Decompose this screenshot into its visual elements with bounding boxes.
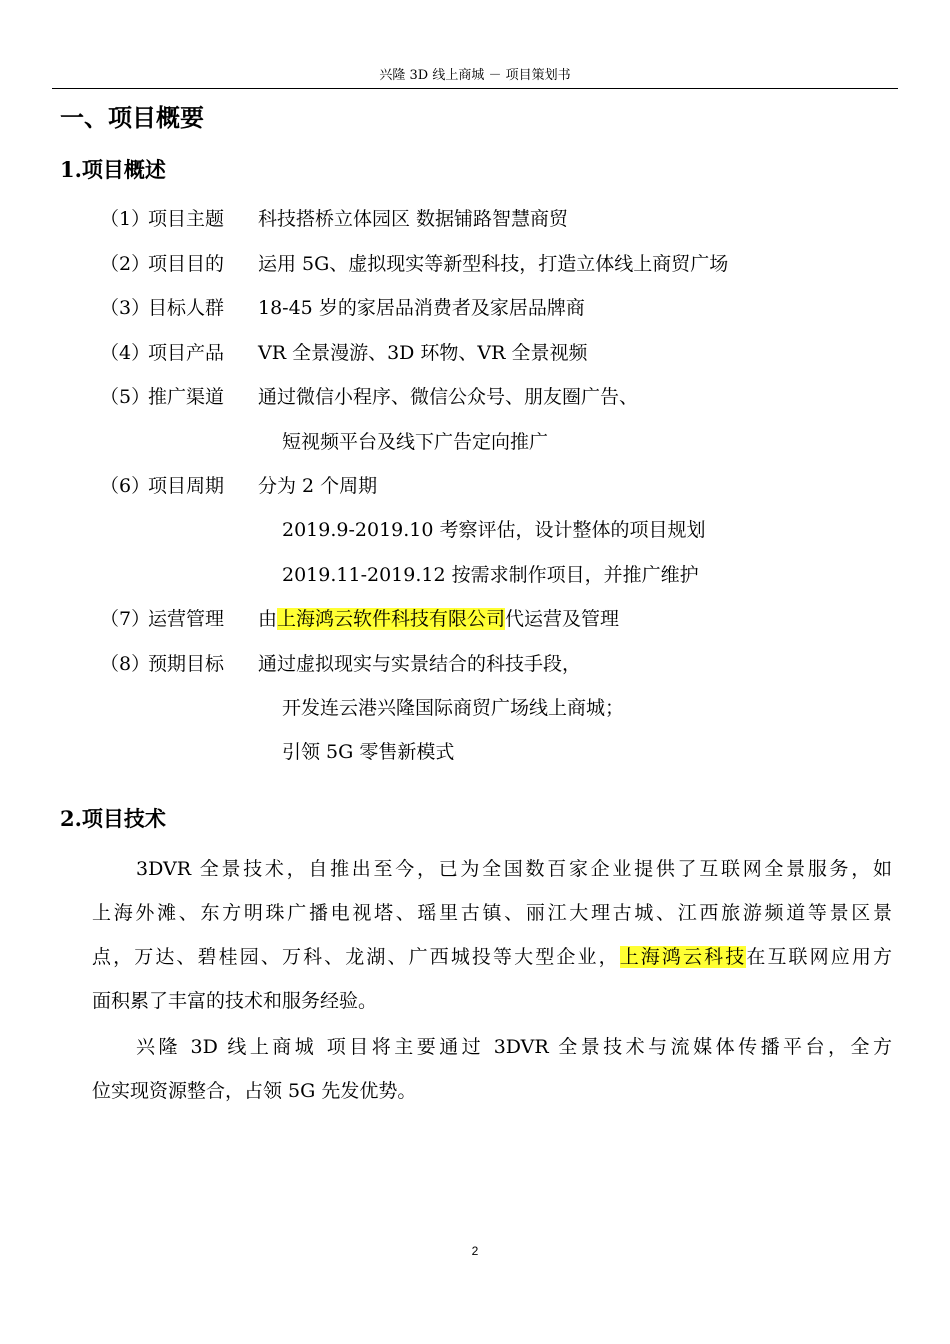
item-value-prefix: 由 <box>258 608 278 630</box>
item-number: （7） <box>100 608 151 630</box>
item-value: 18-45 岁的家居品消费者及家居品牌商 <box>258 297 585 319</box>
highlighted-company-name: 上海鸿云科技 <box>619 946 747 968</box>
paragraph-text: 点，万达、碧桂园、万科、龙湖、广西城投等大型企业， <box>92 946 620 968</box>
item-label: 项目周期 <box>148 475 225 497</box>
item-label: 项目目的 <box>148 253 225 275</box>
section-title: 一、项目概要 <box>60 103 204 132</box>
item-continuation: 2019.9-2019.10 考察评估，设计整体的项目规划 <box>282 519 706 541</box>
item-number: （2） <box>100 253 151 275</box>
item-number: （4） <box>100 342 151 364</box>
paragraph-line: 上海外滩、东方明珠广播电视塔、瑶里古镇、丽江大理古城、江西旅游频道等景区景 <box>92 902 892 924</box>
item-value: 运用 5G、虚拟现实等新型科技，打造立体线上商贸广场 <box>258 253 729 275</box>
item-label: 运营管理 <box>148 608 225 630</box>
item-number: （8） <box>100 653 151 675</box>
subsection-title-overview: 1.项目概述 <box>60 157 166 182</box>
paragraph-text: 在互联网应用方 <box>746 946 892 968</box>
page-number: 2 <box>471 1244 479 1258</box>
item-number: （5） <box>100 386 151 408</box>
item-value: 通过虚拟现实与实景结合的科技手段， <box>258 653 582 675</box>
item-number: （6） <box>100 475 151 497</box>
item-label: 推广渠道 <box>148 386 225 408</box>
paragraph-line: 兴隆 3D 线上商城 项目将主要通过 3DVR 全景技术与流媒体传播平台，全方 <box>136 1036 892 1058</box>
header-rule <box>52 88 898 89</box>
item-continuation: 2019.11-2019.12 按需求制作项目，并推广维护 <box>282 564 699 586</box>
paragraph-line <box>92 935 892 979</box>
item-value: VR 全景漫游、3D 环物、VR 全景视频 <box>258 342 588 364</box>
summary-paragraph <box>92 1025 892 1113</box>
item-continuation: 开发连云港兴隆国际商贸广场线上商城； <box>282 697 625 719</box>
list-item <box>100 649 581 679</box>
item-continuation: 短视频平台及线下广告定向推广 <box>282 431 549 453</box>
list-item <box>100 249 728 279</box>
item-value-suffix: 代运营及管理 <box>505 608 620 630</box>
item-number: （1） <box>100 208 151 230</box>
list-item <box>100 382 638 412</box>
list-item <box>100 604 619 634</box>
item-label: 项目产品 <box>148 342 225 364</box>
paragraph-line: 3DVR 全景技术，自推出至今，已为全国数百家企业提供了互联网全景服务，如 <box>136 858 892 880</box>
item-value: 通过微信小程序、微信公众号、朋友圈广告、 <box>258 386 639 408</box>
item-label: 项目主题 <box>148 208 225 230</box>
item-label: 目标人群 <box>148 297 225 319</box>
item-continuation: 引领 5G 零售新模式 <box>282 741 455 763</box>
paragraph-line: 位实现资源整合，占领 5G 先发优势。 <box>92 1080 417 1102</box>
list-item <box>100 471 377 501</box>
item-number: （3） <box>100 297 151 319</box>
highlighted-company-name: 上海鸿云软件科技有限公司 <box>277 608 506 630</box>
list-item <box>100 338 588 368</box>
item-value: 科技搭桥立体园区 数据铺路智慧商贸 <box>258 208 569 230</box>
list-item <box>100 204 568 234</box>
subsection-title-technology: 2.项目技术 <box>60 806 166 831</box>
technology-paragraph <box>92 847 892 1023</box>
item-value: 分为 2 个周期 <box>258 475 378 497</box>
item-label: 预期目标 <box>148 653 225 675</box>
paragraph-line: 面积累了丰富的技术和服务经验。 <box>92 990 378 1012</box>
list-item <box>100 293 585 323</box>
page-header: 兴隆 3D 线上商城 － 项目策划书 <box>379 68 571 83</box>
